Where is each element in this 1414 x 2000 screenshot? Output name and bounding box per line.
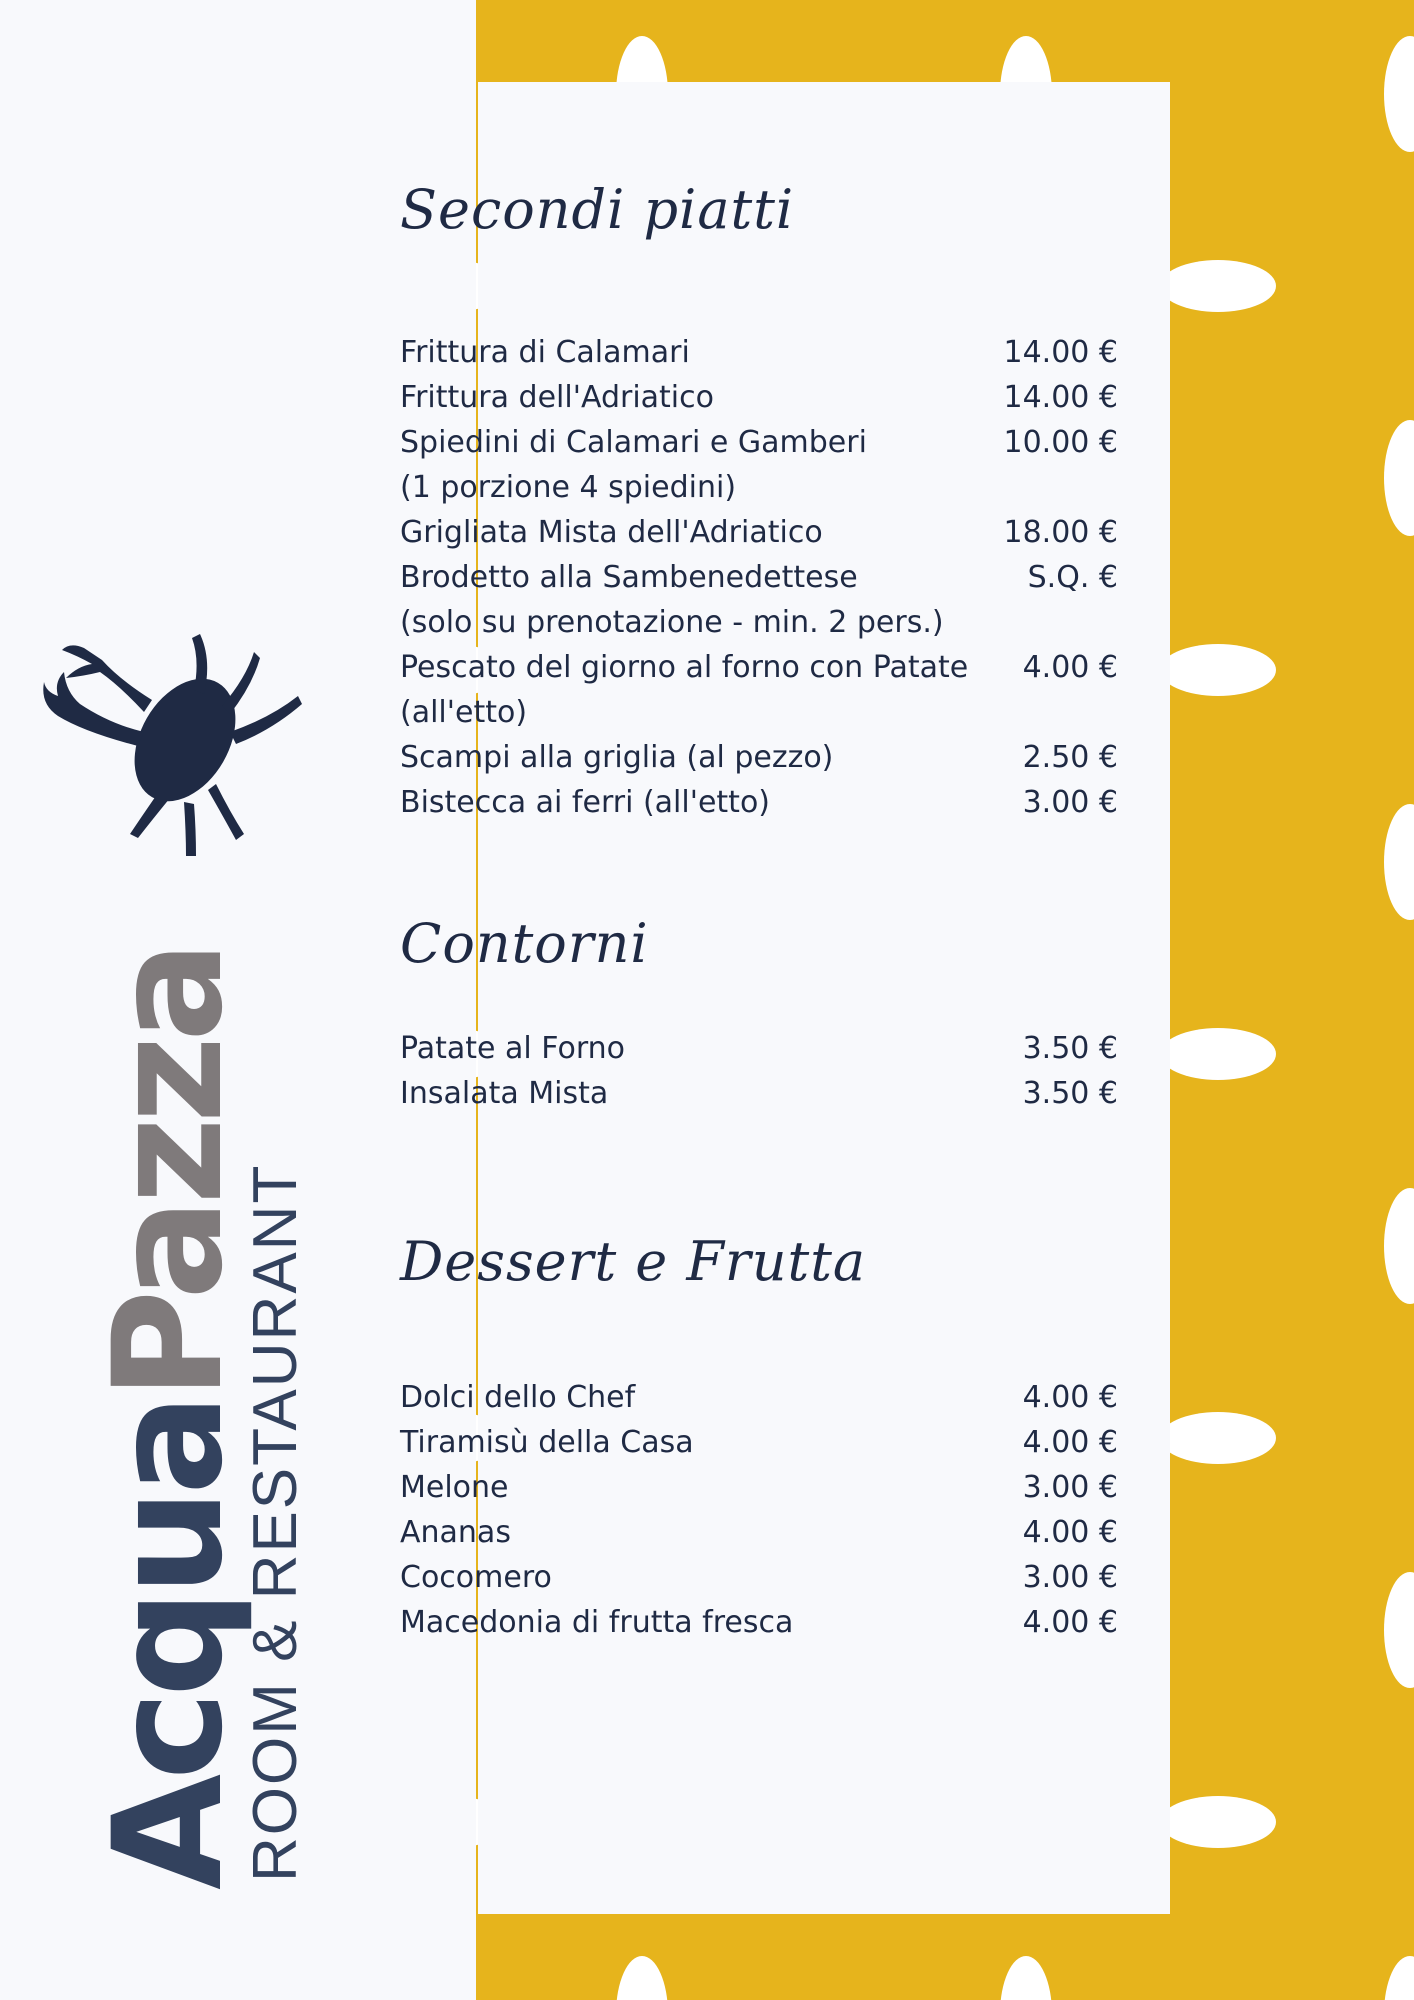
item-name: Cocomero xyxy=(400,1560,552,1595)
crab-icon xyxy=(43,634,302,856)
section-title-contorni: Contorni xyxy=(400,912,649,975)
menu-item xyxy=(400,1465,1118,1510)
item-name: Dolci dello Chef xyxy=(400,1380,636,1415)
item-name: Frittura dell'Adriatico xyxy=(400,380,714,415)
menu-item xyxy=(400,420,1118,465)
item-note: (solo su prenotazione - min. 2 pers.) xyxy=(400,605,944,640)
item-note: (1 porzione 4 spiedini) xyxy=(400,470,737,505)
menu-item xyxy=(400,330,1118,375)
item-name: Macedonia di frutta fresca xyxy=(400,1605,794,1640)
section-title-secondi: Secondi piatti xyxy=(400,178,795,241)
item-name: Patate al Forno xyxy=(400,1031,625,1066)
item-name: Insalata Mista xyxy=(400,1076,609,1111)
item-note: (all'etto) xyxy=(400,695,528,730)
item-name: Scampi alla griglia (al pezzo) xyxy=(400,740,834,775)
section-title-dessert: Dessert e Frutta xyxy=(400,1230,867,1293)
section-list-contorni xyxy=(400,1026,1118,1116)
item-name: Spiedini di Calamari e Gamberi xyxy=(400,425,867,460)
menu-item xyxy=(400,645,1118,690)
item-price: 4.00 € xyxy=(1022,1515,1118,1550)
item-price: 4.00 € xyxy=(1022,1380,1118,1415)
menu-item xyxy=(400,1420,1118,1465)
item-price: 18.00 € xyxy=(1003,515,1118,550)
item-price: S.Q. € xyxy=(1027,560,1118,595)
menu-item xyxy=(400,780,1118,825)
menu-item xyxy=(400,1026,1118,1071)
item-price: 3.00 € xyxy=(1022,785,1118,820)
section-list-secondi xyxy=(400,330,1118,825)
menu-item xyxy=(400,1600,1118,1645)
menu-item xyxy=(400,375,1118,420)
item-name: Brodetto alla Sambenedettese xyxy=(400,560,858,595)
menu-item xyxy=(400,735,1118,780)
item-name: Ananas xyxy=(400,1515,511,1550)
item-name: Grigliata Mista dell'Adriatico xyxy=(400,515,823,550)
item-name: Bistecca ai ferri (all'etto) xyxy=(400,785,771,820)
item-price: 3.50 € xyxy=(1022,1031,1118,1066)
section-list-dessert xyxy=(400,1375,1118,1645)
menu-item xyxy=(400,1555,1118,1600)
item-name: Melone xyxy=(400,1470,509,1505)
item-price: 14.00 € xyxy=(1003,335,1118,370)
item-price: 3.00 € xyxy=(1022,1560,1118,1595)
menu-item xyxy=(400,1071,1118,1116)
logo xyxy=(40,620,320,1920)
item-price: 14.00 € xyxy=(1003,380,1118,415)
item-name: Pescato del giorno al forno con Patate xyxy=(400,650,969,685)
item-price: 4.00 € xyxy=(1022,1605,1118,1640)
item-price: 4.00 € xyxy=(1022,1425,1118,1460)
item-price: 2.50 € xyxy=(1022,740,1118,775)
item-price: 3.50 € xyxy=(1022,1076,1118,1111)
item-name: Frittura di Calamari xyxy=(400,335,690,370)
svg-text:ROOM & RESTAURANT: ROOM & RESTAURANT xyxy=(241,1163,310,1882)
menu-item xyxy=(400,1510,1118,1555)
svg-text:AcquaPazza: AcquaPazza xyxy=(82,946,256,1890)
menu-item xyxy=(400,555,1118,600)
item-name: Tiramisù della Casa xyxy=(400,1425,694,1460)
menu-item xyxy=(400,1375,1118,1420)
item-price: 10.00 € xyxy=(1003,425,1118,460)
menu-item xyxy=(400,510,1118,555)
item-price: 3.00 € xyxy=(1022,1470,1118,1505)
item-price: 4.00 € xyxy=(1022,650,1118,685)
